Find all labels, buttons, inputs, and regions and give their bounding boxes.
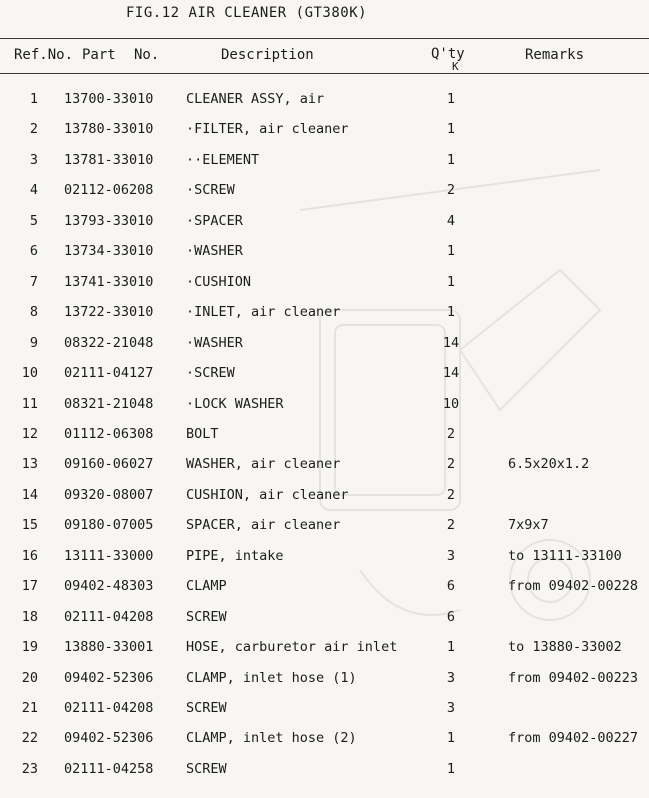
cell-part-number: 02111-04208 bbox=[64, 608, 154, 625]
header-description: Description bbox=[221, 47, 314, 63]
table-row bbox=[0, 121, 649, 151]
table-row bbox=[0, 304, 649, 334]
cell-ref-no: 5 bbox=[29, 212, 38, 229]
cell-ref-no: 15 bbox=[21, 517, 38, 534]
cell-description: HOSE, carburetor air inlet bbox=[186, 639, 398, 656]
cell-quantity: 14 bbox=[442, 334, 460, 351]
header-part-no: No. bbox=[134, 47, 160, 63]
cell-description: ·INLET, air cleaner bbox=[186, 304, 341, 321]
cell-quantity: 1 bbox=[446, 151, 456, 168]
table-row bbox=[0, 578, 649, 608]
cell-part-number: 09180-07005 bbox=[64, 517, 154, 534]
cell-ref-no: 8 bbox=[29, 304, 38, 321]
cell-ref-no: 14 bbox=[21, 486, 38, 503]
cell-quantity: 2 bbox=[446, 425, 456, 442]
cell-ref-no: 22 bbox=[21, 730, 38, 747]
cell-quantity: 1 bbox=[446, 243, 456, 260]
table-row bbox=[0, 335, 649, 365]
table-row bbox=[0, 91, 649, 121]
cell-part-number: 13111-33000 bbox=[64, 547, 154, 564]
table-row bbox=[0, 274, 649, 304]
cell-remarks: to 13880-33002 bbox=[508, 639, 622, 656]
cell-part-number: 13722-33010 bbox=[64, 304, 154, 321]
cell-ref-no: 21 bbox=[21, 700, 38, 716]
cell-ref-no: 11 bbox=[21, 395, 38, 412]
cell-quantity: 1 bbox=[446, 273, 456, 290]
cell-quantity: 1 bbox=[446, 91, 456, 107]
table-row bbox=[0, 761, 649, 791]
cell-quantity: 4 bbox=[446, 212, 456, 229]
cell-part-number: 13781-33010 bbox=[64, 151, 154, 168]
cell-quantity: 1 bbox=[446, 639, 456, 656]
cell-part-number: 09402-48303 bbox=[64, 578, 154, 595]
table-row bbox=[0, 609, 649, 639]
cell-description: SCREW bbox=[186, 608, 227, 625]
cell-description: SCREW bbox=[186, 700, 227, 716]
cell-part-number: 01112-06308 bbox=[64, 425, 154, 442]
table-row bbox=[0, 730, 649, 760]
cell-quantity: 2 bbox=[446, 456, 456, 473]
cell-quantity: 2 bbox=[446, 517, 456, 534]
cell-quantity: 1 bbox=[446, 304, 456, 321]
header-top-rule bbox=[0, 38, 649, 39]
cell-description: ·SCREW bbox=[186, 365, 235, 382]
cell-description: ·WASHER bbox=[186, 334, 243, 351]
cell-quantity: 14 bbox=[442, 365, 460, 382]
cell-description: ·SCREW bbox=[186, 182, 235, 199]
cell-ref-no: 19 bbox=[21, 639, 38, 656]
cell-ref-no: 20 bbox=[21, 669, 38, 686]
cell-description: WASHER, air cleaner bbox=[186, 456, 341, 473]
table-row bbox=[0, 487, 649, 517]
header-bottom-rule bbox=[0, 73, 649, 74]
cell-remarks: from 09402-00223 bbox=[508, 669, 639, 686]
header-qty-sub: K bbox=[452, 60, 459, 73]
cell-description: ··ELEMENT bbox=[186, 151, 260, 168]
cell-quantity: 2 bbox=[446, 486, 456, 503]
table-row bbox=[0, 243, 649, 273]
figure-title: FIG.12 AIR CLEANER (GT380K) bbox=[126, 5, 368, 21]
cell-ref-no: 10 bbox=[21, 365, 38, 382]
cell-description: CUSHION, air cleaner bbox=[186, 486, 349, 503]
cell-ref-no: 13 bbox=[21, 456, 38, 473]
cell-quantity: 1 bbox=[446, 760, 456, 777]
table-row bbox=[0, 426, 649, 456]
cell-description: ·LOCK WASHER bbox=[186, 395, 284, 412]
cell-ref-no: 2 bbox=[29, 121, 38, 138]
cell-ref-no: 16 bbox=[21, 547, 38, 564]
header-qty: Q'ty bbox=[431, 46, 465, 62]
cell-description: CLAMP bbox=[186, 578, 227, 595]
table-row bbox=[0, 365, 649, 395]
cell-quantity: 1 bbox=[446, 121, 456, 138]
cell-description: SPACER, air cleaner bbox=[186, 517, 341, 534]
cell-part-number: 08322-21048 bbox=[64, 334, 154, 351]
cell-part-number: 13793-33010 bbox=[64, 212, 154, 229]
table-row bbox=[0, 670, 649, 700]
cell-part-number: 13734-33010 bbox=[64, 243, 154, 260]
cell-description: SCREW bbox=[186, 760, 227, 777]
cell-part-number: 02111-04208 bbox=[64, 700, 154, 716]
cell-description: PIPE, intake bbox=[186, 547, 284, 564]
cell-quantity: 2 bbox=[446, 182, 456, 199]
cell-ref-no: 6 bbox=[29, 243, 38, 260]
cell-description: BOLT bbox=[186, 425, 219, 442]
cell-part-number: 09402-52306 bbox=[64, 669, 154, 686]
cell-remarks: to 13111-33100 bbox=[508, 547, 622, 564]
cell-quantity: 1 bbox=[446, 730, 456, 747]
cell-part-number: 02111-04258 bbox=[64, 760, 154, 777]
cell-quantity: 3 bbox=[446, 700, 456, 716]
cell-part-number: 09320-08007 bbox=[64, 486, 154, 503]
cell-ref-no: 12 bbox=[21, 425, 38, 442]
cell-part-number: 13780-33010 bbox=[64, 121, 154, 138]
cell-part-number: 09402-52306 bbox=[64, 730, 154, 747]
cell-ref-no: 3 bbox=[29, 151, 38, 168]
cell-quantity: 10 bbox=[442, 395, 460, 412]
cell-remarks: 6.5x20x1.2 bbox=[508, 456, 590, 473]
table-row bbox=[0, 456, 649, 486]
cell-part-number: 13741-33010 bbox=[64, 273, 154, 290]
cell-part-number: 02111-04127 bbox=[64, 365, 154, 382]
cell-ref-no: 9 bbox=[29, 334, 38, 351]
table-row bbox=[0, 639, 649, 669]
table-row bbox=[0, 396, 649, 426]
cell-ref-no: 18 bbox=[21, 608, 38, 625]
cell-ref-no: 1 bbox=[29, 91, 38, 107]
cell-part-number: 08321-21048 bbox=[64, 395, 154, 412]
cell-part-number: 13880-33001 bbox=[64, 639, 154, 656]
cell-ref-no: 4 bbox=[29, 182, 38, 199]
cell-ref-no: 17 bbox=[21, 578, 38, 595]
cell-quantity: 3 bbox=[446, 547, 456, 564]
table-row bbox=[0, 182, 649, 212]
table-row bbox=[0, 152, 649, 182]
cell-description: CLAMP, inlet hose (1) bbox=[186, 669, 357, 686]
cell-part-number: 13700-33010 bbox=[64, 91, 154, 107]
header-part: Part bbox=[82, 47, 116, 63]
header-ref-no: Ref.No. bbox=[14, 47, 74, 63]
header-remarks: Remarks bbox=[525, 47, 585, 63]
cell-quantity: 6 bbox=[446, 608, 456, 625]
cell-description: ·SPACER bbox=[186, 212, 243, 229]
table-row bbox=[0, 548, 649, 578]
cell-remarks: from 09402-00227 bbox=[508, 730, 639, 747]
cell-ref-no: 23 bbox=[21, 760, 38, 777]
cell-description: CLEANER ASSY, air bbox=[186, 91, 325, 107]
cell-quantity: 3 bbox=[446, 669, 456, 686]
cell-remarks: from 09402-00228 bbox=[508, 578, 639, 595]
cell-description: ·CUSHION bbox=[186, 273, 252, 290]
table-row bbox=[0, 700, 649, 730]
cell-ref-no: 7 bbox=[29, 273, 38, 290]
table-row bbox=[0, 213, 649, 243]
cell-part-number: 02112-06208 bbox=[64, 182, 154, 199]
cell-description: ·WASHER bbox=[186, 243, 243, 260]
cell-quantity: 6 bbox=[446, 578, 456, 595]
cell-remarks: 7x9x7 bbox=[508, 517, 549, 534]
table-row bbox=[0, 517, 649, 547]
cell-part-number: 09160-06027 bbox=[64, 456, 154, 473]
cell-description: CLAMP, inlet hose (2) bbox=[186, 730, 357, 747]
cell-description: ·FILTER, air cleaner bbox=[186, 121, 349, 138]
